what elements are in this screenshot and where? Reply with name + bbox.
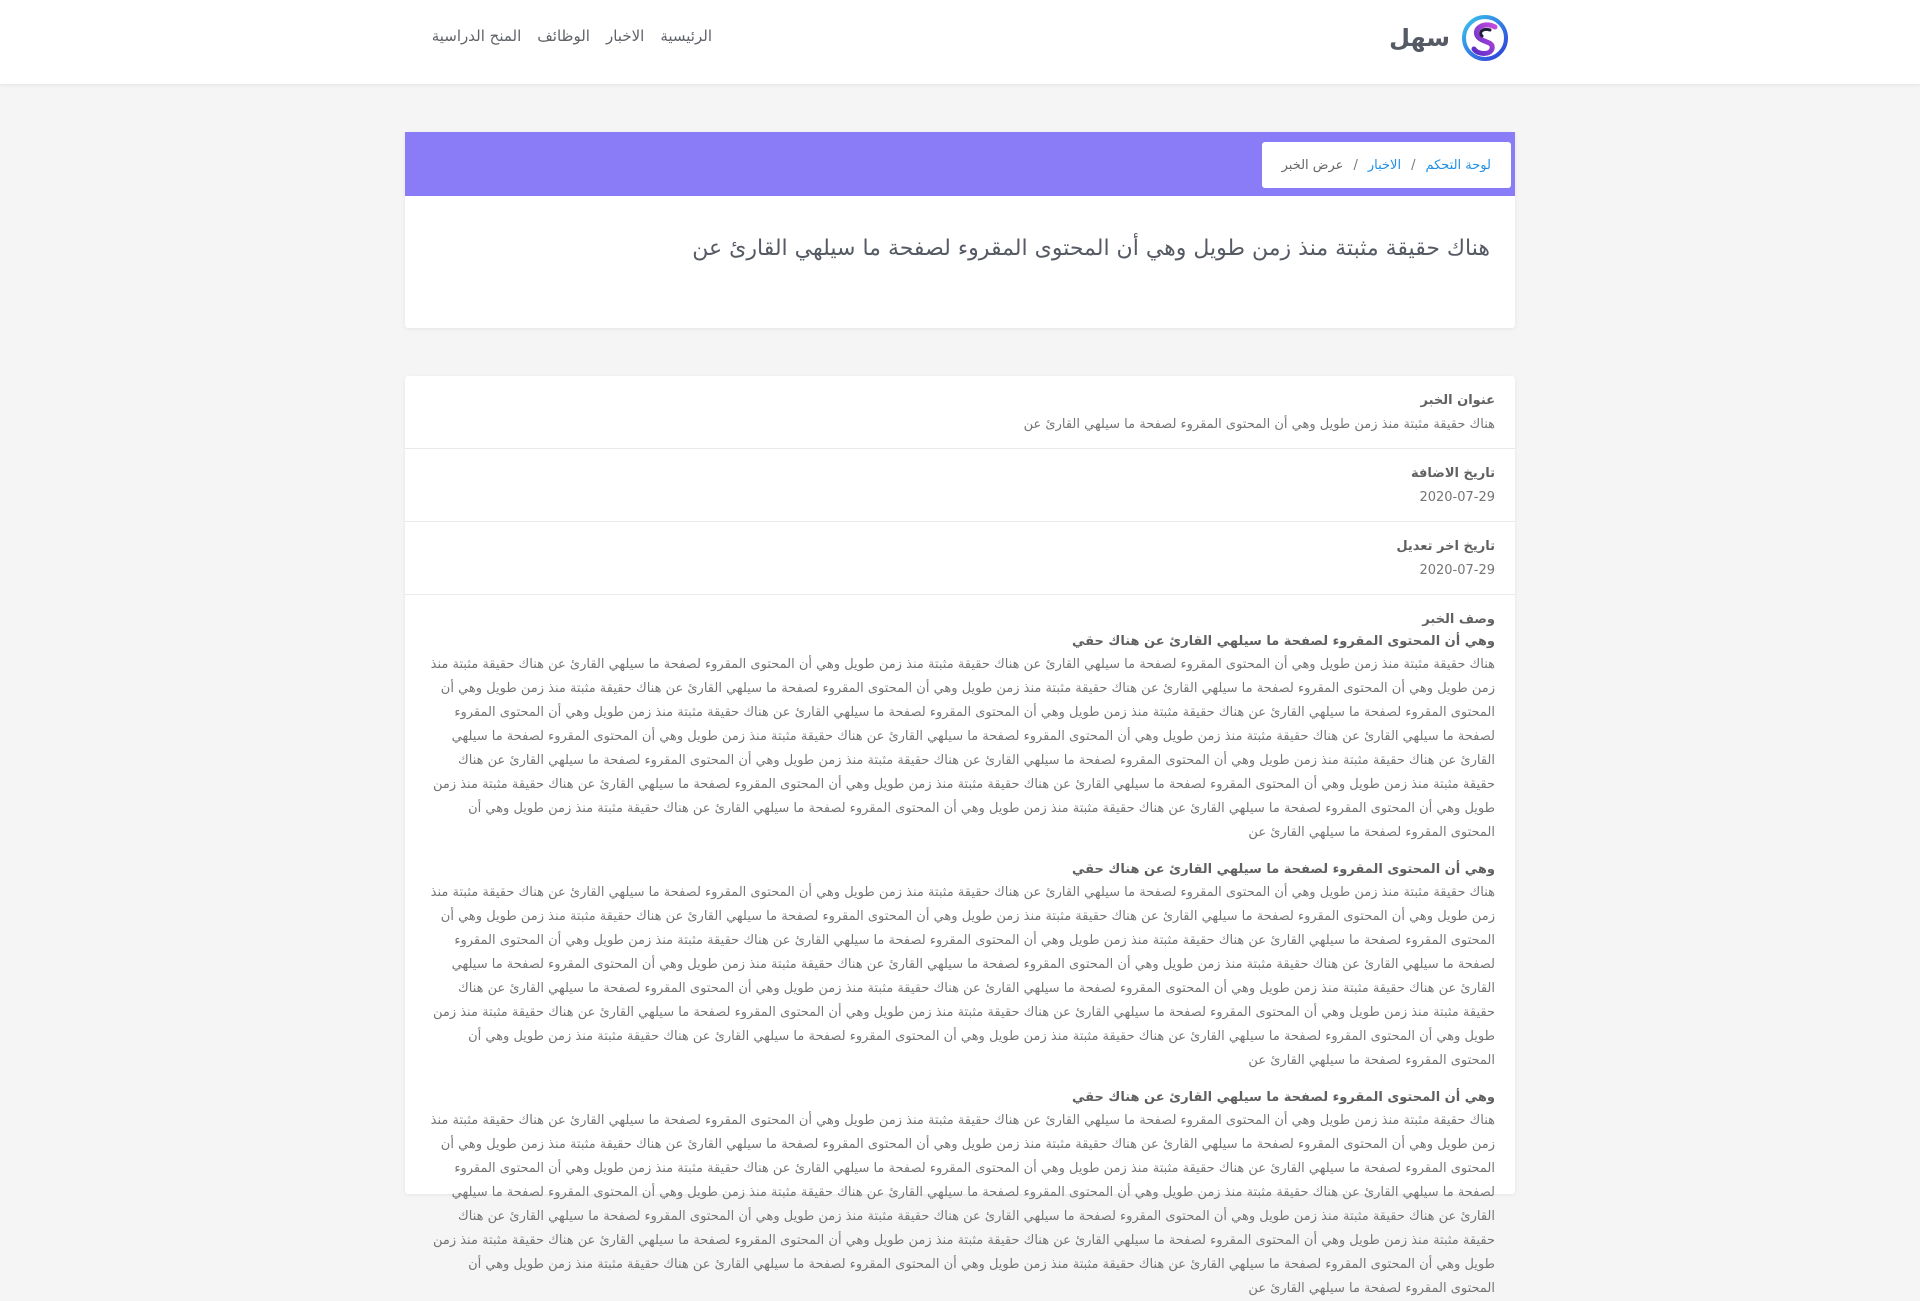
top-navbar bbox=[0, 0, 1920, 84]
description-label: وصف الخبر bbox=[1422, 612, 1495, 627]
nav-scholarships[interactable]: المنح الدراسية bbox=[431, 27, 522, 45]
description-paragraph: هناك حقيقة مثبتة منذ زمن طويل وهي أن المحتوى المقروء لصفحة ما سيلهي القارئ عن هناك حقيقة مثبتة منذ زمن طويل وهي أن المحتوى المقروء لصفحة ما سيلهي القارئ عن هناك حقيقة مثبتة منذ زمن طويل وهي أن المحتوى المقروء لصفحة ما سيلهي القارئ عن هناك حقيقة مثبتة منذ زمن طويل وهي أن المحتوى المقروء لصفحة ما سيلهي القارئ عن هناك حقيقة مثبتة منذ زمن طويل وهي أن المحتوى المقروء لصفحة ما سيلهي القارئ عن هناك حقيقة مثبتة منذ زمن طويل وهي أن المحتوى المقروء لصفحة ما سيلهي القارئ عن هناك حقيقة مثبتة منذ زمن طويل وهي أن المحتوى المقروء لصفحة ما سيلهي القارئ عن هناك حقيقة مثبتة منذ زمن طويل وهي أن المحتوى المقروء لصفحة ما سيلهي القارئ عن هناك حقيقة مثبتة منذ زمن طويل وهي أن المحتوى المقروء لصفحة ما سيلهي القارئ عن هناك حقيقة مثبتة منذ زمن طويل وهي أن المحتوى المقروء لصفحة ما سيلهي القارئ عن هناك حقيقة مثبتة منذ زمن طويل وهي أن المحتوى المقروء لصفحة ما سيلهي القارئ عن هناك حقيقة مثبتة منذ زمن طويل وهي أن المحتوى المقروء لصفحة ما سيلهي القارئ عن هناك حقيقة مثبتة منذ زمن طويل وهي أن المحتوى المقروء لصفحة ما سيلهي القارئ عن هناك حقيقة مثبتة منذ زمن طويل وهي أن المحتوى المقروء لصفحة ما سيلهي القارئ عن هناك حقيقة مثبتة منذ زمن طويل وهي أن المحتوى المقروء لصفحة ما سيلهي القارئ عن هناك حقيقة مثبتة منذ زمن طويل وهي أن المحتوى المقروء لصفحة ما سيلهي القارئ عن bbox=[430, 657, 1495, 840]
date-modified-value: 2020-07-29 bbox=[1419, 563, 1495, 578]
nav-jobs[interactable]: الوظائف bbox=[537, 27, 590, 45]
news-details-card bbox=[405, 376, 1515, 1296]
brand-name: سهل bbox=[1389, 24, 1450, 52]
nav-news[interactable]: الاخبار bbox=[605, 27, 645, 45]
breadcrumb-current: عرض الخبر bbox=[1281, 157, 1344, 173]
date-modified-label: تاريخ اخر تعديل bbox=[1396, 539, 1495, 554]
description-paragraph: هناك حقيقة مثبتة منذ زمن طويل وهي أن المحتوى المقروء لصفحة ما سيلهي القارئ عن هناك حقيقة مثبتة منذ زمن طويل وهي أن المحتوى المقروء لصفحة ما سيلهي القارئ عن هناك حقيقة مثبتة منذ زمن طويل وهي أن المحتوى المقروء لصفحة ما سيلهي القارئ عن هناك حقيقة مثبتة منذ زمن طويل وهي أن المحتوى المقروء لصفحة ما سيلهي القارئ عن هناك حقيقة مثبتة منذ زمن طويل وهي أن المحتوى المقروء لصفحة ما سيلهي القارئ عن هناك حقيقة مثبتة منذ زمن طويل وهي أن المحتوى المقروء لصفحة ما سيلهي القارئ عن هناك حقيقة مثبتة منذ زمن طويل وهي أن المحتوى المقروء لصفحة ما سيلهي القارئ عن هناك حقيقة مثبتة منذ زمن طويل وهي أن المحتوى المقروء لصفحة ما سيلهي القارئ عن هناك حقيقة مثبتة منذ زمن طويل وهي أن المحتوى المقروء لصفحة ما سيلهي القارئ عن هناك حقيقة مثبتة منذ زمن طويل وهي أن المحتوى المقروء لصفحة ما سيلهي القارئ عن هناك حقيقة مثبتة منذ زمن طويل وهي أن المحتوى المقروء لصفحة ما سيلهي القارئ عن هناك حقيقة مثبتة منذ زمن طويل وهي أن المحتوى المقروء لصفحة ما سيلهي القارئ عن هناك حقيقة مثبتة منذ زمن طويل وهي أن المحتوى المقروء لصفحة ما سيلهي القارئ عن هناك حقيقة مثبتة منذ زمن طويل وهي أن المحتوى المقروء لصفحة ما سيلهي القارئ عن هناك حقيقة مثبتة منذ زمن طويل وهي أن المحتوى المقروء لصفحة ما سيلهي القارئ عن هناك حقيقة مثبتة منذ زمن طويل وهي أن المحتوى المقروء لصفحة ما سيلهي القارئ عن bbox=[430, 1113, 1495, 1296]
breadcrumb-dashboard[interactable]: لوحة التحكم bbox=[1425, 157, 1491, 173]
detail-row-description bbox=[405, 595, 1515, 1296]
detail-row-date-added bbox=[405, 449, 1515, 522]
description-block bbox=[425, 1087, 1495, 1301]
description-block bbox=[425, 631, 1495, 845]
description-paragraph: هناك حقيقة مثبتة منذ زمن طويل وهي أن المحتوى المقروء لصفحة ما سيلهي القارئ عن هناك حقيقة مثبتة منذ زمن طويل وهي أن المحتوى المقروء لصفحة ما سيلهي القارئ عن هناك حقيقة مثبتة منذ زمن طويل وهي أن المحتوى المقروء لصفحة ما سيلهي القارئ عن هناك حقيقة مثبتة منذ زمن طويل وهي أن المحتوى المقروء لصفحة ما سيلهي القارئ عن هناك حقيقة مثبتة منذ زمن طويل وهي أن المحتوى المقروء لصفحة ما سيلهي القارئ عن هناك حقيقة مثبتة منذ زمن طويل وهي أن المحتوى المقروء لصفحة ما سيلهي القارئ عن هناك حقيقة مثبتة منذ زمن طويل وهي أن المحتوى المقروء لصفحة ما سيلهي القارئ عن هناك حقيقة مثبتة منذ زمن طويل وهي أن المحتوى المقروء لصفحة ما سيلهي القارئ عن هناك حقيقة مثبتة منذ زمن طويل وهي أن المحتوى المقروء لصفحة ما سيلهي القارئ عن هناك حقيقة مثبتة منذ زمن طويل وهي أن المحتوى المقروء لصفحة ما سيلهي القارئ عن هناك حقيقة مثبتة منذ زمن طويل وهي أن المحتوى المقروء لصفحة ما سيلهي القارئ عن هناك حقيقة مثبتة منذ زمن طويل وهي أن المحتوى المقروء لصفحة ما سيلهي القارئ عن هناك حقيقة مثبتة منذ زمن طويل وهي أن المحتوى المقروء لصفحة ما سيلهي القارئ عن هناك حقيقة مثبتة منذ زمن طويل وهي أن المحتوى المقروء لصفحة ما سيلهي القارئ عن هناك حقيقة مثبتة منذ زمن طويل وهي أن المحتوى المقروء لصفحة ما سيلهي القارئ عن هناك حقيقة مثبتة منذ زمن طويل وهي أن المحتوى المقروء لصفحة ما سيلهي القارئ عن bbox=[430, 885, 1495, 1068]
brand[interactable] bbox=[1389, 14, 1508, 62]
description-block bbox=[425, 859, 1495, 1073]
breadcrumb-separator: / bbox=[1411, 157, 1416, 173]
nav-home[interactable]: الرئيسية bbox=[660, 27, 712, 45]
description-heading: وهي أن المحتوى المقروء لصفحة ما سيلهي القارئ عن هناك حقي bbox=[1072, 634, 1495, 649]
description-heading: وهي أن المحتوى المقروء لصفحة ما سيلهي القارئ عن هناك حقي bbox=[1072, 862, 1495, 877]
page-header-card bbox=[405, 132, 1515, 328]
detail-row-title bbox=[405, 376, 1515, 449]
breadcrumb-news[interactable]: الاخبار bbox=[1367, 157, 1402, 173]
news-title-value: هناك حقيقة مثبتة منذ زمن طويل وهي أن المحتوى المقروء لصفحة ما سيلهي القارئ عن bbox=[1023, 417, 1495, 432]
description-heading: وهي أن المحتوى المقروء لصفحة ما سيلهي القارئ عن هناك حقي bbox=[1072, 1090, 1495, 1105]
brand-logo-icon bbox=[1462, 15, 1508, 61]
detail-row-date-modified bbox=[405, 522, 1515, 595]
date-added-value: 2020-07-29 bbox=[1419, 490, 1495, 505]
breadcrumb bbox=[1262, 142, 1511, 188]
page-title: هناك حقيقة مثبتة منذ زمن طويل وهي أن المحتوى المقروء لصفحة ما سيلهي القارئ عن bbox=[692, 236, 1490, 261]
breadcrumb-separator: / bbox=[1353, 157, 1358, 173]
date-added-label: تاريخ الاضافة bbox=[1411, 466, 1495, 481]
news-title-label: عنوان الخبر bbox=[1420, 393, 1495, 408]
main-nav bbox=[432, 22, 712, 50]
